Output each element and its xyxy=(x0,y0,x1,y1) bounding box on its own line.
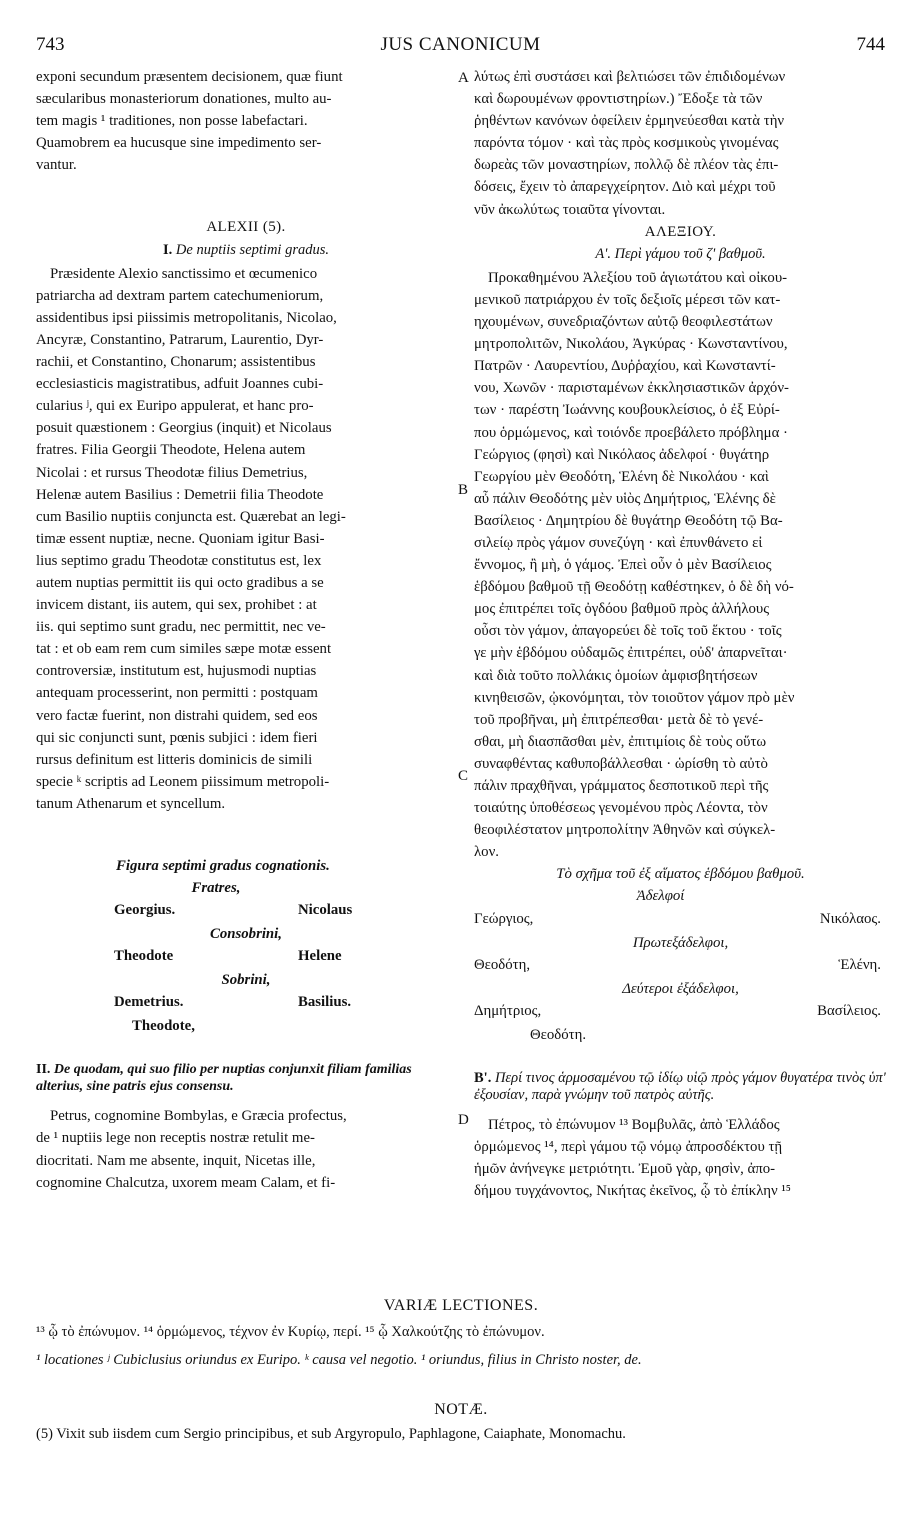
text-line: controversiæ, institutum est, hujusmodi nuptias xyxy=(36,663,317,680)
text-line: rachii, et Constantino, Chonarum; assistentibus xyxy=(36,354,316,371)
text-line: ecclesiasticis magistratibus, adfuit Joannes cubi- xyxy=(36,376,324,393)
text-line: λύτως ἐπὶ συστάσει καὶ βελτιώσει τῶν ἐπιδιδομένων xyxy=(474,69,786,85)
text-line: de ¹ nuptiis lege non receptis nostræ retulit me- xyxy=(36,1130,315,1147)
greek-section-2-body xyxy=(474,1114,887,1202)
text-line: Præsidente Alexio sanctissimo et œcumenico xyxy=(50,265,318,282)
text-line: ῥηθέντων κανόνων ὀφείλειν ἑρμηνεύεσθαι κατὰ τὴν xyxy=(474,113,785,130)
margin-letter-c: C xyxy=(458,768,469,784)
section-title-text: Περί τινος ἁρμοσαμένου τῷ ἰδίῳ υἱῷ πρὸς γάμον θυγατέρα τινὸς ὑπ' ἐξουσίαν, παρὰ γνώμην τοῦ πατρὸς αὐτῆς. xyxy=(474,1069,886,1103)
text-line: σθαι, μὴ διασπᾶσθαι μὲν, ἐπιτιμίοις δὲ τοὺς οὕτω xyxy=(474,733,767,750)
text-line: δήμου τυγχάνοντος, Νικήτας ἐκεῖνος, ᾧ τὸ ἐπίκλην ¹⁵ xyxy=(474,1183,791,1200)
text-line: ἡμῶν ἀνήνεγκε μετριότητι. Ἐμοῦ γὰρ, φησὶν, ἀπο- xyxy=(474,1160,776,1177)
text-line: νῦν ἀκωλύτως τοιαῦτα γίνονται. xyxy=(474,201,666,218)
greek-section-1-body xyxy=(474,267,887,864)
section-title-text: De quodam, qui suo filio per nuptias conjunxit filiam familias alterius, sine patris ejus consensu. xyxy=(36,1062,412,1095)
margin-letter-d: D xyxy=(458,1112,469,1128)
section-number: Β'. xyxy=(474,1069,492,1086)
text-line: οὖσι τὸν γάμον, ἀπαγορεύει δὲ τοῖς τοῦ ἕκτου · τοῖς xyxy=(474,623,782,640)
text-line: antequam processerint, non permitti : postquam xyxy=(36,685,318,702)
greek-intro xyxy=(474,66,887,221)
figure-relation-consobrini: Consobrini, xyxy=(210,926,282,943)
text-line: αὖ πάλιν Θεοδότης μὲν υἱὸς Δημήτριος, Ἑλένης δὲ xyxy=(474,490,776,507)
latin-section-title xyxy=(36,239,456,261)
text-line: vantur. xyxy=(36,157,77,174)
greek-kinship-figure xyxy=(474,863,887,1047)
text-line: συναφθέντας καθυποβάλλεσθαι · ὡρίσθη τὸ αὐτὸ xyxy=(474,755,768,772)
section-number: I. xyxy=(163,241,173,258)
text-line: σιλείῳ πρὸς γάμον συνεζύγη · καὶ ἐπυνθάνετο εἰ xyxy=(474,534,763,551)
figure-name: Βασίλειος. xyxy=(817,1002,881,1019)
text-line: rursus definitum est litteris dominicis de simili xyxy=(36,751,313,768)
text-line: tat : et ob eam rem cum similes sæpe motæ essent xyxy=(36,641,332,658)
figure-name: Basilius. xyxy=(298,994,352,1011)
figure-name: Demetrius. xyxy=(114,994,184,1011)
page-number-right: 744 xyxy=(856,34,885,55)
text-line: invicem distant, iis autem, qui sex, prohibet : at xyxy=(36,597,317,614)
figure-relation-sobrini: Sobrini, xyxy=(221,972,271,989)
text-line: qui sic conjuncti sunt, pœnis subjici : idem fieri xyxy=(36,729,318,746)
text-line: cognomine Chalcutza, uxorem meam Calam, et fi- xyxy=(36,1174,336,1191)
figure-name: Theodote xyxy=(114,948,174,965)
text-line: γε μὴν ἑβδόμου οὐδαμῶς ἐπιτρέπει, οὐδ' ἀπαρνεῖται· xyxy=(474,645,788,662)
figure-row xyxy=(474,1024,887,1048)
text-line: Βασίλειος · Δημητρίου δὲ θυγάτηρ Θεοδότη τῷ Βα- xyxy=(474,512,783,529)
text-line: πάλιν πραχθῆναι, γράμματος δεσποτικοῦ περὶ τῆς xyxy=(474,778,769,794)
text-line: Γεώργιος (φησὶ) καὶ Νικόλαος ἀδελφοί · θυγάτηρ xyxy=(474,446,770,463)
text-line: τοιαύτης ὑποθέσεως γενομένου πρὸς Λέοντα, τὸν xyxy=(474,800,768,817)
text-line: Προκαθημένου Ἀλεξίου τοῦ ἁγιωτάτου καὶ οἰκου- xyxy=(488,269,788,286)
text-line: tem magis ¹ traditiones, non posse labefactari. xyxy=(36,113,308,130)
text-line: μος ἐπιτρέπει τοῖς ὀγδόου βαθμοῦ πρὸς ἀλλήλους xyxy=(474,601,770,618)
text-line: δωρεὰς τῶν μοναστηρίων, πολλῷ δὲ πλέον τὰς ἐπι- xyxy=(474,157,779,174)
text-line: Πατρῶν · Λαυρεντίου, Δυῤῥαχίου, καὶ Κωνσταντί- xyxy=(474,358,776,375)
margin-letter-a: A xyxy=(458,70,469,86)
figure-name: Theodote, xyxy=(132,1018,195,1035)
text-line: timæ essent nuptiæ, necne. Quoniam igitur Basi- xyxy=(36,530,325,547)
latin-kinship-figure xyxy=(36,855,456,1039)
figure-relation-adelphoi: Ἀδελφοί xyxy=(636,888,685,905)
text-line: θεοφιλέστατον μητροπολίτην Ἀθηνῶν καὶ σύγκελ- xyxy=(474,822,776,839)
figure-name: Ἑλένη. xyxy=(838,956,881,973)
text-line: tanum Athenarum et syncellum. xyxy=(36,795,226,812)
text-line: sæcularibus monasteriorum donationes, multo au- xyxy=(36,91,332,108)
figure-row xyxy=(36,991,456,1015)
section-title-text: De nuptiis septimi gradus. xyxy=(175,241,329,258)
section-number: II. xyxy=(36,1062,51,1078)
text-line: λον. xyxy=(474,844,499,861)
text-line: vero factæ fuerint, non distrahi quidem, sed eos xyxy=(36,707,318,724)
figure-title: Figura septimi gradus cognationis. xyxy=(116,858,330,874)
figure-row xyxy=(36,945,456,969)
text-line: ηχουμένων, συνεδριαζόντων αὐτῷ θεοφιλεστάτων xyxy=(474,314,773,331)
text-line: assidentibus ipsi piissimis metropolitanis, Nicolao, xyxy=(36,309,337,326)
running-header xyxy=(36,34,885,60)
latin-section-heading: ALEXII (5). xyxy=(206,219,286,236)
variae-lectiones-greek: ¹³ ᾧ τὸ ἐπώνυμον. ¹⁴ ὁρμώμενος, τέχνον ἐν Κυρίῳ, περί. ¹⁵ ᾧ Χαλκούτζης τὸ ἐπώνυμον. xyxy=(36,1324,545,1340)
latin-section-2-title xyxy=(36,1061,456,1095)
latin-column xyxy=(36,66,456,1194)
text-line: κινηθεισῶν, ᾠκονόμηται, τὸν τοιοῦτον γάμον πρὸ μὲν xyxy=(474,689,795,706)
variae-lectiones-latin: ¹ locationes ʲ Cubiclusius oriundus ex Euripo. ᵏ causa vel negotio. ¹ oriundus, filius in Christo noster, de. xyxy=(36,1352,642,1368)
greek-section-heading: ΑΛΕΞΙΟΥ. xyxy=(644,223,717,240)
text-line: μητροπολιτῶν, Νικολάου, Ἀγκύρας · Κωνσταντίνου, xyxy=(474,336,788,353)
text-line: autem nuptias permittit iis qui octo gradibus a se xyxy=(36,574,324,591)
greek-section-2-title xyxy=(474,1070,887,1104)
text-line: Helenæ autem Basilius : Demetrii filia Theodote xyxy=(36,486,324,503)
text-line: των · παρέστη Ἰωάννης κουβουκλείσιος, ὁ ἐξ Εὐρί- xyxy=(474,402,780,419)
figure-name: Nicolaus xyxy=(298,902,353,919)
figure-relation-protexadelphoi: Πρωτεξάδελφοι, xyxy=(632,934,729,951)
figure-row xyxy=(474,954,887,978)
figure-relation-deuteroi: Δεύτεροι ἐξάδελφοι, xyxy=(622,980,739,997)
text-line: cum Basilio nuptiis conjuncta est. Quærebat an legi- xyxy=(36,508,346,525)
text-line: iis. qui septimo sunt gradu, nec permittit, nec ve- xyxy=(36,619,326,636)
greek-section-title: Α'. Περὶ γάμου τοῦ ζ' βαθμοῦ. xyxy=(595,245,766,262)
text-line: παρόντα τόμον · καὶ τὰς πρὸς κοσμικοὺς γινομένας xyxy=(474,135,779,152)
figure-name: Georgius. xyxy=(114,902,176,919)
text-line: Ancyræ, Constantino, Patrarum, Laurentio, Dyr- xyxy=(36,331,324,348)
latin-section-2-body xyxy=(36,1105,456,1193)
text-line: ὁρμώμενος ¹⁴, περὶ γάμου τῷ νόμῳ ἀπροσδέκτου τῇ xyxy=(474,1138,783,1155)
figure-name: Θεοδότη. xyxy=(530,1026,587,1043)
text-line: lius septimo gradu Theodotæ constitutus est, lex xyxy=(36,552,322,569)
text-line: Petrus, cognomine Bombylas, e Græcia profectus, xyxy=(50,1108,347,1125)
text-line: Nicolai : et rursus Theodotæ filius Demetrius, xyxy=(36,464,308,481)
figure-row xyxy=(474,908,887,932)
figure-row xyxy=(474,1000,887,1024)
text-line: ἑβδόμου βαθμοῦ τῇ Θεοδότῃ καθέστηκεν, ὁ δὲ δὴ νό- xyxy=(474,579,794,596)
text-line: Quamobrem ea hucusque sine impedimento ser- xyxy=(36,135,322,152)
text-line: καὶ δωρουμένων φροντιστηρίων.) Ἔδοξε τὰ τῶν xyxy=(474,91,763,108)
notae-text: (5) Vixit sub iisdem cum Sergio principibus, et sub Argyropulo, Paphlagone, Caiaphate, Monomachu. xyxy=(36,1426,626,1442)
greek-column xyxy=(474,66,887,1202)
text-line: Γεωργίου μὲν Θεοδότη, Ἑλένη δὲ Νικολάου · καὶ xyxy=(474,468,769,485)
notae-heading: NOTÆ. xyxy=(434,1401,488,1418)
latin-intro xyxy=(36,66,456,176)
text-line: καὶ διὰ τοῦτο πολλάκις ὁμοίων ἀμφισβητήσεων xyxy=(474,667,758,684)
text-line: patriarcha ad dextram partem catechumeniorum, xyxy=(36,287,324,304)
latin-section-1-body xyxy=(36,263,456,815)
figure-name: Δημήτριος, xyxy=(474,1002,542,1019)
text-line: exponi secundum præsentem decisionem, quæ fiunt xyxy=(36,69,343,85)
figure-name: Νικόλαος. xyxy=(819,910,881,927)
figure-row xyxy=(36,899,456,923)
text-line: μενικοῦ πατριάρχου ἐν τοῖς δεξιοῖς μέρεσι τῶν κατ- xyxy=(474,291,781,308)
text-line: ἔννομος, ἢ μὴ, ὁ γάμος. Ἐπεὶ οὖν ὁ μὲν Βασίλειος xyxy=(474,557,772,574)
figure-name: Γεώργιος, xyxy=(474,910,534,927)
text-line: fratres. Filia Georgii Theodote, Helena autem xyxy=(36,442,306,459)
figure-title: Τὸ σχῆμα τοῦ ἐξ αἵματος ἑβδόμου βαθμοῦ. xyxy=(556,866,805,883)
page-number-left: 743 xyxy=(36,34,65,55)
text-line: τοῦ προβῆναι, μὴ ἐπιτρέπεσθαι· μετὰ δὲ τὸ γενέ- xyxy=(474,711,764,728)
text-line: Πέτρος, τὸ ἐπώνυμον ¹³ Βομβυλᾶς, ἀπὸ Ἑλλάδος xyxy=(488,1116,780,1133)
text-line: specie ᵏ scriptis ad Leonem piissimum metropoli- xyxy=(36,773,330,790)
variae-lectiones-heading: VARIÆ LECTIONES. xyxy=(383,1297,539,1314)
text-line: diocritati. Nam me absente, inquit, Nicetas ille, xyxy=(36,1152,316,1169)
figure-name: Helene xyxy=(298,948,342,965)
text-line: cularius ʲ, qui ex Euripo appulerat, et hanc pro- xyxy=(36,398,314,415)
figure-relation-fratres: Fratres, xyxy=(191,880,241,897)
running-title: JUS CANONICUM xyxy=(380,34,541,55)
text-line: που ὁρμώμενος, καὶ τοιόνδε προεβάλετο πρόβλημα · xyxy=(474,424,788,441)
figure-row xyxy=(36,1015,456,1039)
text-line: posuit quæstionem : Georgius (inquit) et Nicolaus xyxy=(36,420,332,437)
text-line: δόσεις, ἔχειν τὸ ἀπαρεγχείρητον. Διὸ καὶ μέχρι τοῦ xyxy=(474,179,776,196)
text-line: νου, Χωνῶν · παρισταμένων ἐκκλησιαστικῶν ἀρχόν- xyxy=(474,380,789,397)
margin-letter-b: B xyxy=(458,482,469,498)
figure-name: Θεοδότη, xyxy=(474,956,531,973)
